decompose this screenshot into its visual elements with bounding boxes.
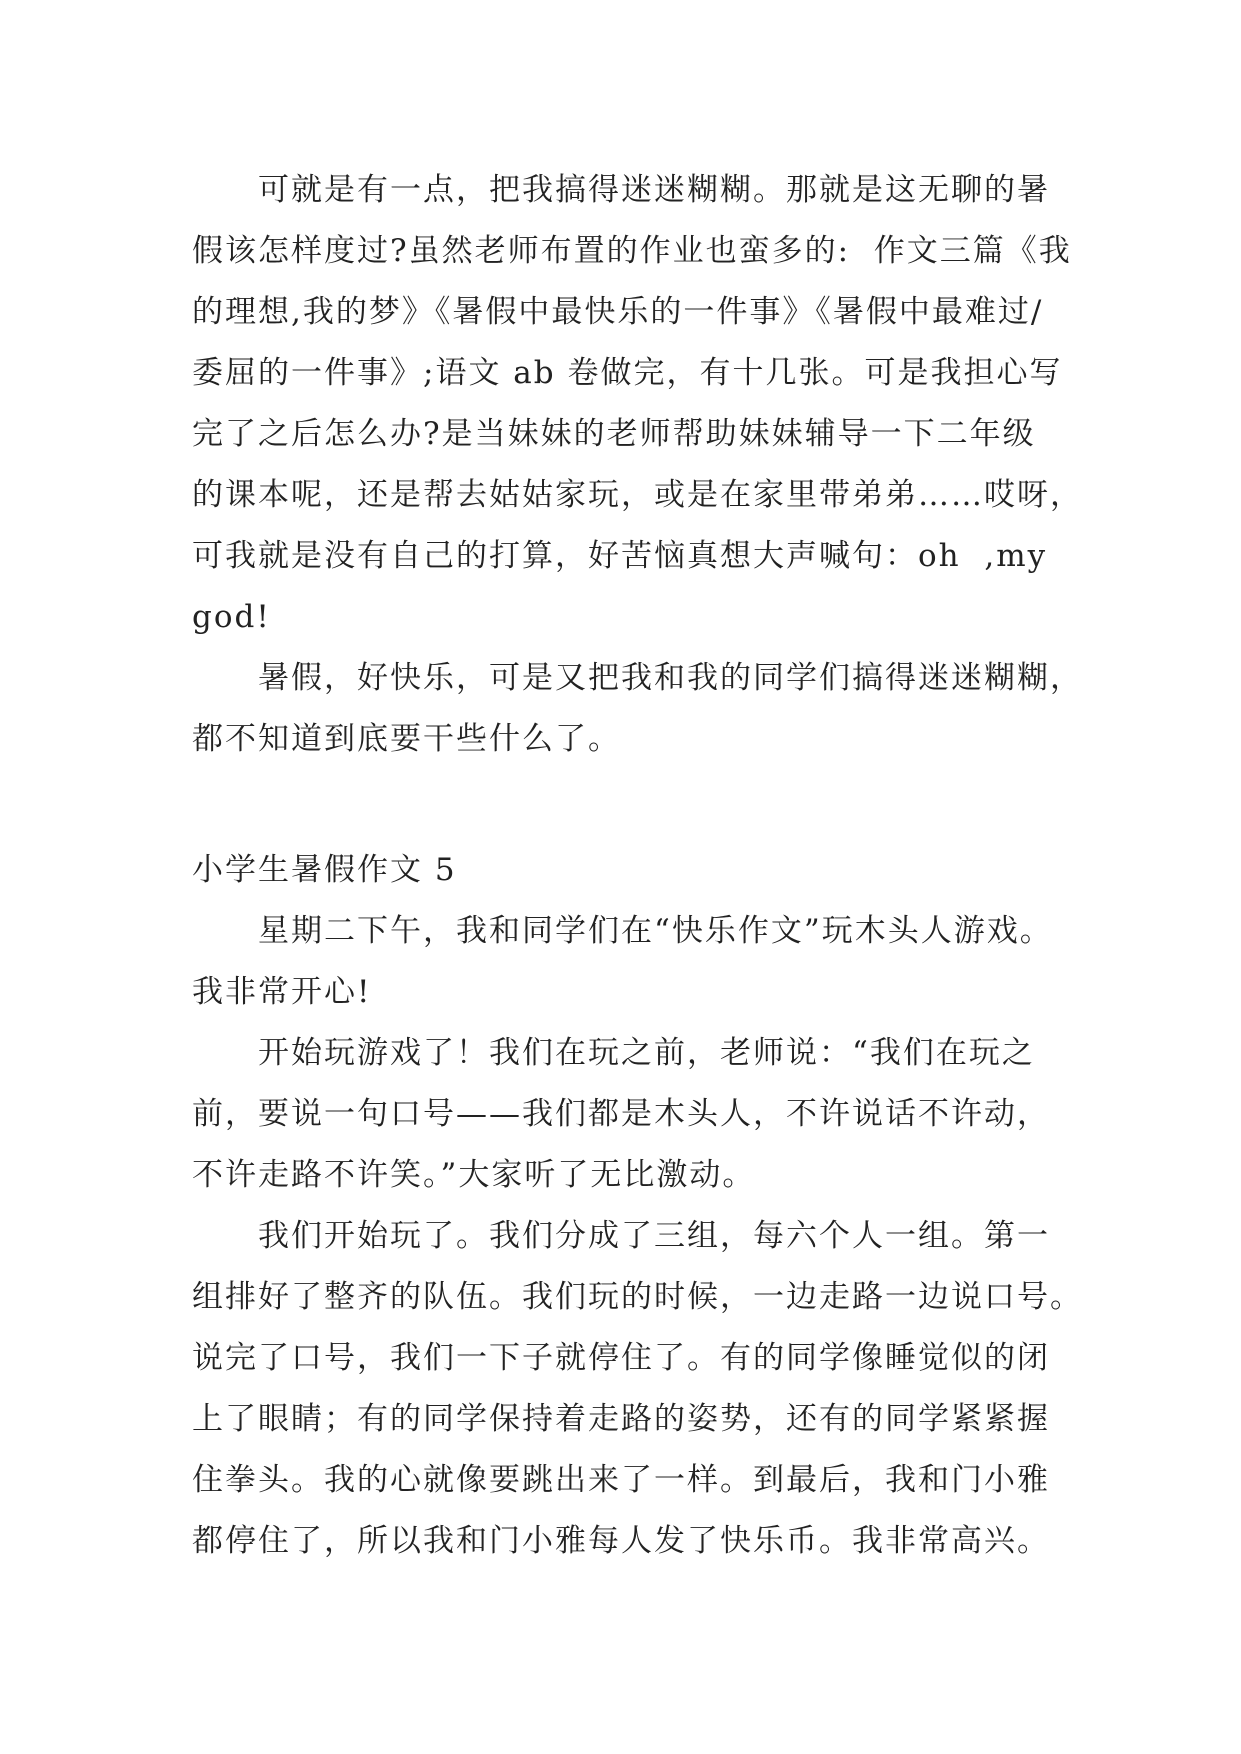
text-line: 星期二下午，我和同学们在“快乐作文”玩木头人游戏。 [258, 913, 1053, 949]
paragraph-5 [192, 1206, 1083, 1572]
text-line: 都不知道到底要干些什么了。 [192, 721, 621, 757]
text-line: 开始玩游戏了！我们在玩之前，老师说：“我们在玩之 [258, 1035, 1035, 1071]
paragraph-1 [192, 160, 1083, 648]
text-line: 组排好了整齐的队伍。我们玩的时候，一边走路一边说口号。 [192, 1279, 1083, 1315]
text-line: 上了眼睛；有的同学保持着走路的姿势，还有的同学紧紧握 [192, 1401, 1050, 1437]
text-line: 假该怎样度过?虽然老师布置的作业也蛮多的: 作文三篇《我 [192, 233, 1072, 269]
text-line: 我们开始玩了。我们分成了三组，每六个人一组。第一 [258, 1218, 1050, 1254]
text-line: 都停住了，所以我和门小雅每人发了快乐币。我非常高兴。 [192, 1523, 1050, 1559]
text-line: 委屈的一件事》;语文 ab 卷做完，有十几张。可是我担心写 [192, 355, 1063, 391]
section-spacer [192, 770, 1054, 840]
paragraph-3 [192, 901, 1054, 1023]
text-line: god! [192, 599, 271, 635]
section-title: 小学生暑假作文 5 [192, 852, 457, 888]
text-line: 说完了口号，我们一下子就停住了。有的同学像睡觉似的闭 [192, 1340, 1050, 1376]
paragraph-4 [192, 1023, 1054, 1206]
text-line: 暑假，好快乐，可是又把我和我的同学们搞得迷迷糊糊， [258, 660, 1083, 696]
text-line: 前，要说一句口号——我们都是木头人，不许说话不许动， [192, 1096, 1050, 1132]
text-line: 可我就是没有自己的打算，好苦恼真想大声喊句：oh ,my [192, 538, 1048, 574]
paragraph-2 [192, 648, 1083, 770]
text-line: 不许走路不许笑。”大家听了无比激动。 [192, 1157, 756, 1193]
text-line: 住拳头。我的心就像要跳出来了一样。到最后，我和门小雅 [192, 1462, 1050, 1498]
document-body [192, 160, 1083, 1572]
text-line: 完了之后怎么办?是当妹妹的老师帮助妹妹辅导一下二年级 [192, 416, 1036, 452]
text-line: 我非常开心! [192, 974, 372, 1010]
text-line: 的课本呢，还是帮去姑姑家玩，或是在家里带弟弟……哎呀， [192, 477, 1083, 513]
text-line: 的理想,我的梦》《暑假中最快乐的一件事》《暑假中最难过/ [192, 294, 1044, 330]
text-line: 可就是有一点，把我搞得迷迷糊糊。那就是这无聊的暑 [258, 172, 1050, 208]
